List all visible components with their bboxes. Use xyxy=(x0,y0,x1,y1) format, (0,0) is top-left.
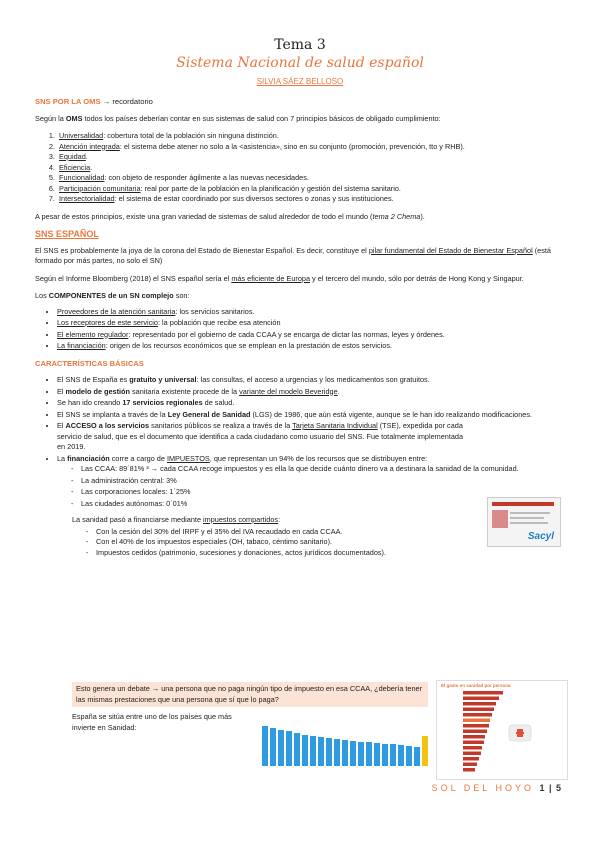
chart-bar xyxy=(334,739,340,766)
list-item: - Las ciudades autónomas: 0´01% xyxy=(71,499,581,510)
figure-bar xyxy=(463,741,484,745)
section-heading-oms: SNS POR LA OMS → recordatorio xyxy=(35,97,153,106)
section-heading-sns: SNS ESPAÑOL xyxy=(35,229,99,239)
section-heading-caracteristicas: CARACTERÍSTICAS BÁSICAS xyxy=(35,358,144,368)
list-item: 5. Funcionalidad: con objeto de responder ágilmente a las nuevas necesidades. xyxy=(57,173,570,184)
list-item: - Las CCAA: 89´81% ³ → cada CCAA recoge impuestos y es ella la que decide cuánto dinero va a destinara la sanidad de la comunidad. xyxy=(71,464,581,475)
figure-bar xyxy=(463,691,503,695)
list-item: - La administración central: 3% xyxy=(71,476,581,487)
figure-bar xyxy=(463,719,490,723)
list-item: • Proveedores de la atención sanitaria: los servicios sanitarios. xyxy=(57,307,570,318)
chart-bar xyxy=(318,737,324,766)
sns-p1: El SNS es probablemente la joya de la corona del Estado de Bienestar Español. Es decir, constituye el pilar fundamental del Estado de Bienestar Español (está formado por más partes, no solo el SN) xyxy=(35,245,551,265)
figure-bar xyxy=(463,768,475,772)
health-spending-figure xyxy=(436,680,568,780)
shared-taxes-intro: La sanidad pasó a financiarse mediante impuestos compartidos: xyxy=(72,515,281,524)
figure-bar xyxy=(463,735,485,739)
card-line xyxy=(510,517,544,519)
chart-bar xyxy=(358,742,364,766)
list-item: - Con la cesión del 30% del IRPF y el 35% del IVA recaudado en cada CCAA. xyxy=(86,527,570,538)
list-item: • El SNS se implanta a través de la Ley General de Sanidad (LGS) de 1986, que aún está vigente, aunque se le han ido realizando modificaciones. xyxy=(57,410,570,421)
figure-bar xyxy=(463,713,492,717)
components-list xyxy=(35,307,570,352)
chart-bar xyxy=(406,746,412,766)
list-item: 1. Universalidad: cobertura total de la población sin ninguna distinción. xyxy=(57,131,570,142)
spending-bar-chart xyxy=(258,718,433,776)
oms-after: A pesar de estos principios, existe una gran variedad de sistemas de salud alrededor de todo el mundo (tema 2 Chema). xyxy=(35,211,425,221)
sns-p2: Según el Informe Bloomberg (2018) el SNS español sería el más eficiente de Europa y el tercero del mundo, sólo por detrás de Hong Kong y Singapur. xyxy=(35,273,524,283)
chart-bar xyxy=(342,740,348,766)
chart-bar xyxy=(294,733,300,766)
figure-bar xyxy=(463,746,482,750)
list-item: 7. Intersectorialidad: el sistema de estar coordinado por sus diversos sectores o zonas y sus instituciones. xyxy=(57,194,570,205)
chart-bar xyxy=(414,747,420,766)
card-line xyxy=(510,522,548,524)
debate-highlight: Esto genera un debate → una persona que no paga ningún tipo de impuesto en esa CCAA, ¿debería tener las mismas prestaciones que una persona que sí que lo paga? xyxy=(72,682,428,707)
figure-bar xyxy=(463,724,489,728)
chart-bar xyxy=(326,738,332,766)
characteristics-list xyxy=(35,375,570,509)
list-item: 3. Equidad. xyxy=(57,152,570,163)
figure-graphic xyxy=(437,681,567,779)
components-intro: Los COMPONENTES de un SN complejo son: xyxy=(35,291,190,300)
chart-bar xyxy=(310,736,316,766)
card-brand-logo: Sacyl xyxy=(527,531,554,542)
figure-bar xyxy=(463,757,479,761)
chart-bar xyxy=(374,743,380,766)
list-item: - Las corporaciones locales: 1´25% xyxy=(71,487,581,498)
list-item: - Con el 40% de los impuestos especiales (OH, tabaco, céntimo sanitario). xyxy=(86,537,570,548)
card-photo xyxy=(492,510,508,528)
oms-intro: Según la OMS todos los países deberían contar en sus sistemas de salud con 7 principios básicos de obligado cumplimiento: xyxy=(35,113,441,123)
chart-bar xyxy=(262,726,268,766)
chart-bar xyxy=(350,741,356,766)
chart-bar xyxy=(270,728,276,766)
list-item: • La financiación corre a cargo de IMPUESTOS, que representan un 94% de los recursos que se distribuyen entre: - Las CCAA: 89´81% ³ → cada CCAA recoge impuestos y es ella la que decide cuánto dinero va a destinara la sanidad de la comunidad. - La administración central: 3% - Las corporaciones locales: 1´25% - Las ciudades autónomas: 0´01% xyxy=(57,454,447,510)
principles-list xyxy=(35,131,570,205)
author: SILVIA SÁEZ BELLOSO xyxy=(256,77,344,86)
cross-icon-bar xyxy=(516,732,524,734)
list-item: • Se han ido creando 17 servicios regionales de salud. xyxy=(57,398,570,409)
figure-bar xyxy=(463,708,494,712)
figure-bar xyxy=(463,730,487,734)
list-item: • La financiación: origen de los recursos económicos que se emplean en la prestación de estos servicios. xyxy=(57,341,570,352)
figure-bar xyxy=(463,702,496,706)
list-item: - Impuestos cedidos (patrimonio, sucesiones y donaciones, actos jurídicos documentados). xyxy=(86,548,570,559)
health-card-image xyxy=(487,497,561,547)
chart-bar xyxy=(286,731,292,766)
document-body xyxy=(35,97,570,558)
chart-bar xyxy=(390,744,396,766)
page-footer: SOL DEL HOYO 1 | 5 xyxy=(431,783,562,793)
list-item: 2. Atención integrada: el sistema debe atener no solo a la <asistencia», sino en su conjunto (promoción, prevención, tto y RHB). xyxy=(57,142,570,153)
figure-bar xyxy=(463,763,477,767)
list-item: • El ACCESO a los servicios sanitarios públicos se realiza a través de la Tarjeta Sanitaria Individual (TSE), expedida por cada servicio de salud, que es el documento que identifica a cada ciudadano como usuario del SNS. Fue totalmente implementada en 2019. xyxy=(57,421,467,453)
figure-bar xyxy=(463,697,499,701)
figure-title: El gasto en sanidad por persona xyxy=(441,683,511,688)
spain-investment-text: España se sitúa entre uno de los países que más invierte en Sanidad: xyxy=(72,712,232,732)
page-subtitle: Sistema Nacional de salud español xyxy=(176,55,424,71)
list-item: 4. Eficiencia. xyxy=(57,163,570,174)
list-item: 6. Participación comunitaria: real por parte de la población en la planificación y gestión del sistema sanitario. xyxy=(57,184,570,195)
list-item: • El modelo de gestión sanitaria existente procede de la variante del modelo Beveridge. xyxy=(57,387,570,398)
page-title: Tema 3 xyxy=(274,37,326,53)
card-header-bar xyxy=(492,502,554,506)
chart-bar xyxy=(302,735,308,766)
chart-bar xyxy=(398,745,404,766)
chart-bar xyxy=(278,730,284,766)
card-line xyxy=(510,512,550,514)
chart-bar xyxy=(382,744,388,766)
chart-bar xyxy=(422,736,428,766)
list-item: • Los receptores de este servicio: la población que recibe esa atención xyxy=(57,318,570,329)
chart-bar xyxy=(366,742,372,766)
figure-bar xyxy=(463,752,481,756)
list-item: • El elemento regulador: representado por el gobierno de cada CCAA y se encarga de dictar las normas, leyes y órdenes. xyxy=(57,330,570,341)
list-item: • El SNS de España es gratuito y universal: las consultas, el acceso a urgencias y los medicamentos son gratuitos. xyxy=(57,375,570,386)
